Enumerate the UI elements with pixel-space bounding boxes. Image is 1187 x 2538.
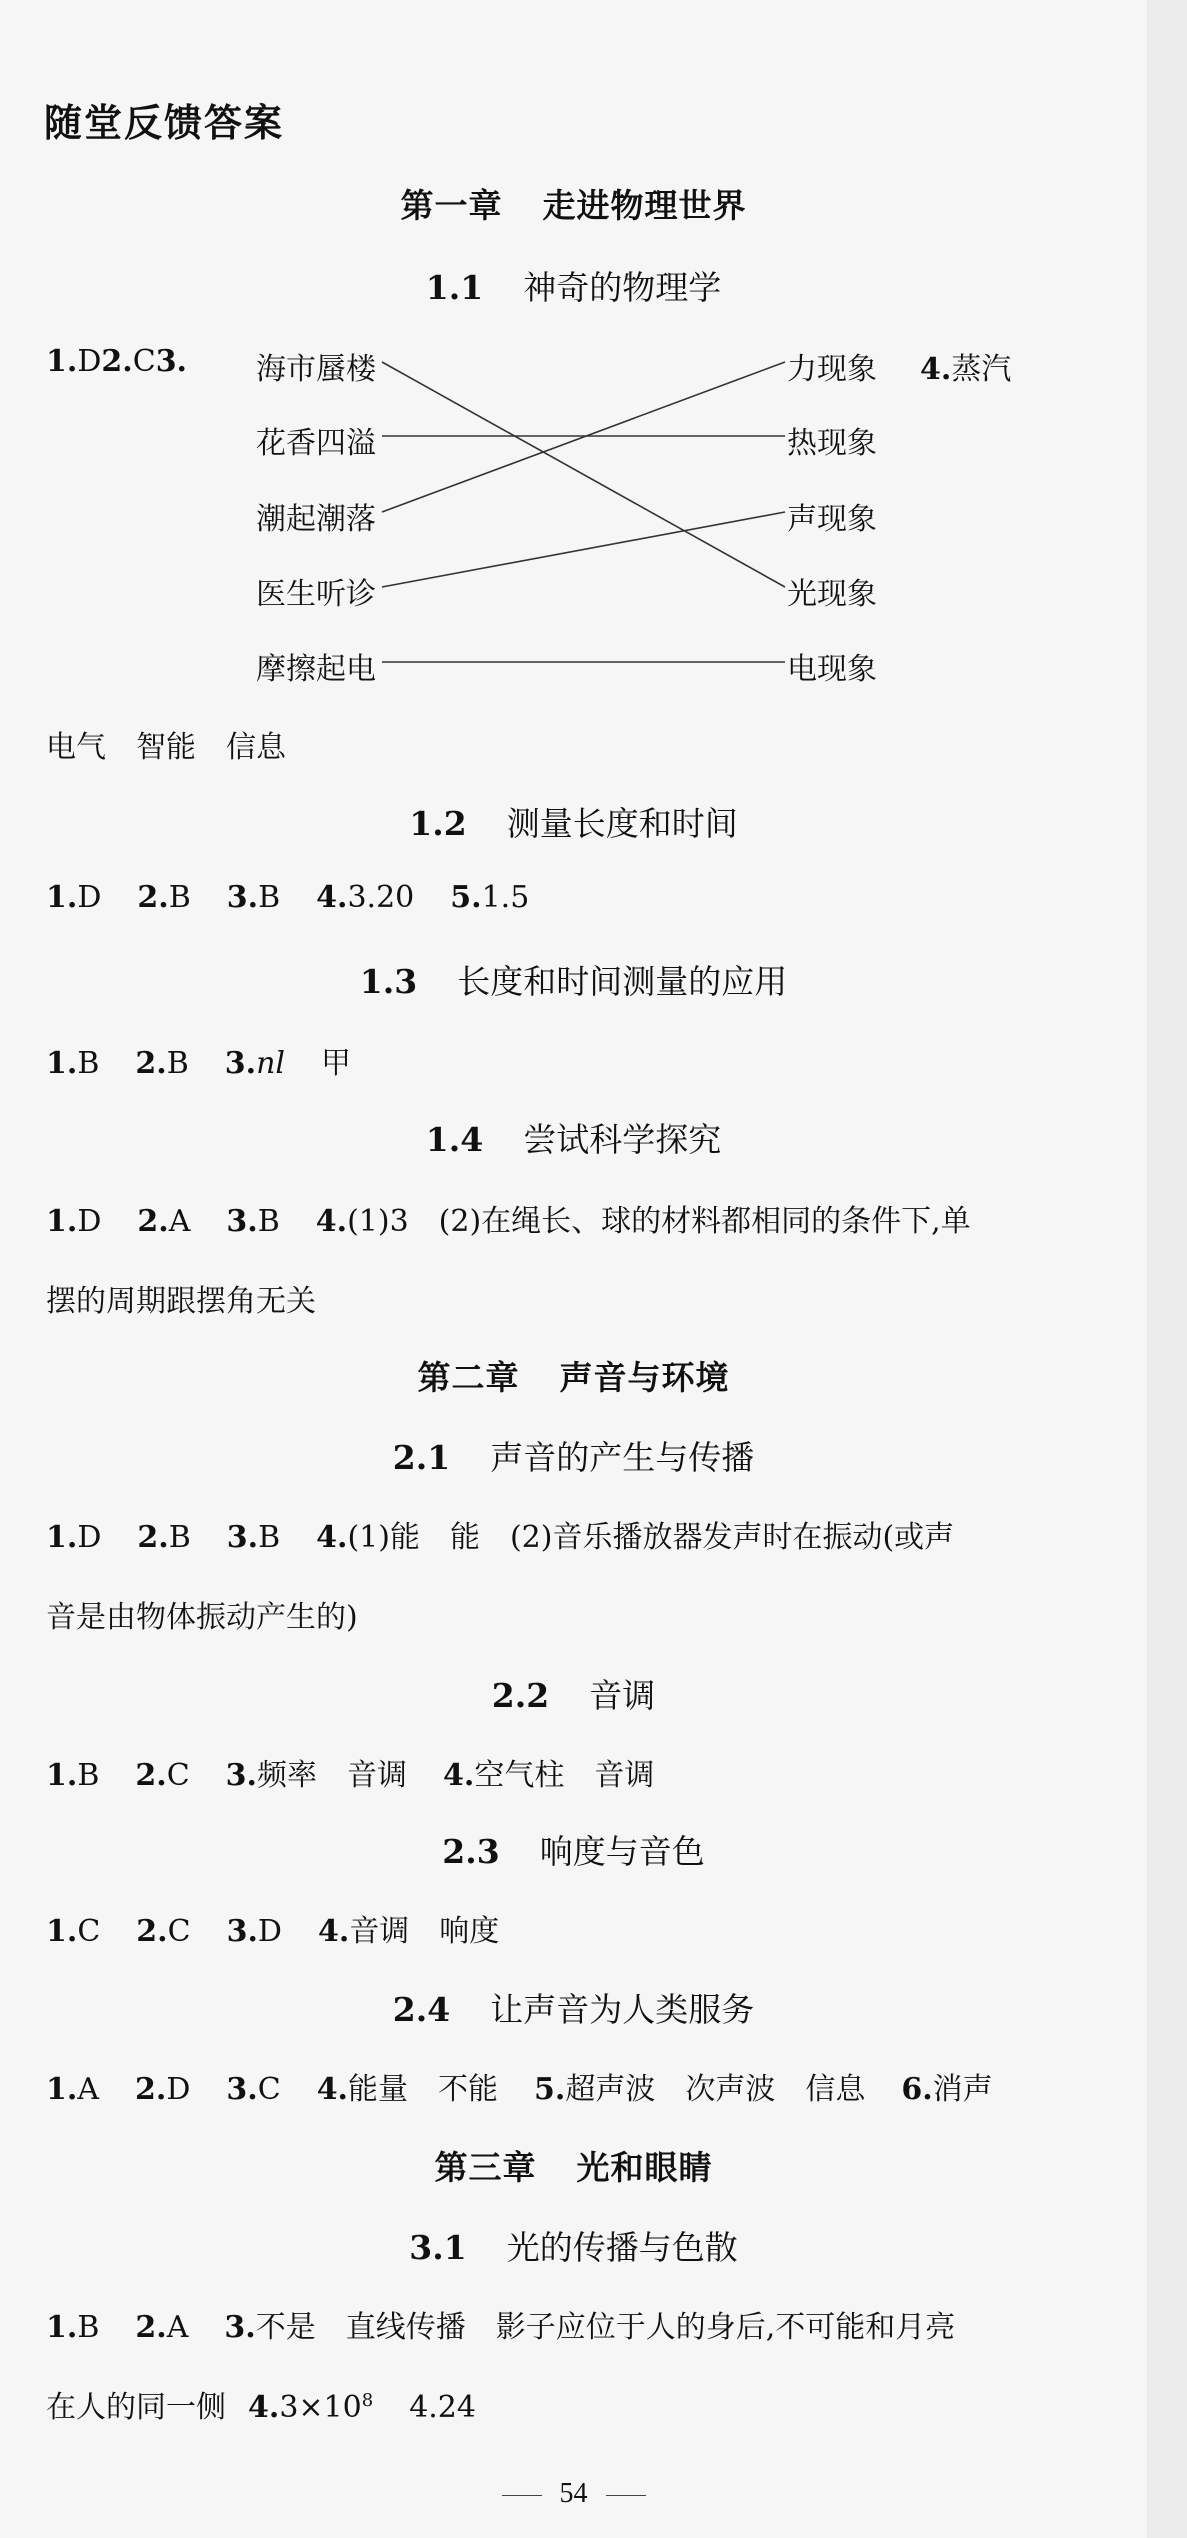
chapter-3-heading [0,2142,1147,2189]
section-number: 1.2 [409,804,467,843]
section-2-3-heading [0,1826,1147,1873]
section-number: 2.1 [392,1438,451,1477]
answer-line: 1.B 2.C 3.频率 音调 4.空气柱 音调 [46,1758,655,1793]
section-number: 1.1 [425,268,484,307]
section-name: 响度与音色 [539,1832,705,1871]
section-number: 1.3 [359,962,418,1001]
section-3-1-heading [0,2222,1147,2269]
section-name: 神奇的物理学 [523,268,722,307]
answer-line: 1.C 2.C 3.D 4.音调 响度 [46,1914,500,1949]
dash-right [606,2495,646,2496]
chapter-label: 第一章 [400,186,503,225]
section-name: 让声音为人类服务 [490,1990,755,2029]
match-line [382,362,785,587]
section-number: 2.2 [491,1676,550,1715]
q4-continued: 电气 智能 信息 [46,730,286,765]
answer-continued: 在人的同一侧 $4.3\times 10^8$ 4.24 [46,2390,476,2425]
q1-3-prefix: 1.D2.C3. [46,344,188,379]
section-number: 2.4 [392,1990,451,2029]
answer-line: 1.D 2.A 3.B 4.(1)3 (2)在绳长、球的材料都相同的条件下,单 [46,1204,971,1239]
answer-line: 1.A 2.D 3.C 4.能量 不能 5.超声波 次声波 信息 6.消声 [46,2072,993,2107]
section-name: 长度和时间测量的应用 [457,962,788,1001]
left-item: 潮起潮落 [256,502,376,537]
match-line [382,512,785,587]
chapter-2-heading [0,1352,1147,1399]
section-number: 1.4 [425,1120,484,1159]
dash-left [502,2495,542,2496]
chapter-name: 光和眼睛 [576,2148,713,2187]
right-item: 力现象 [787,352,877,387]
section-name: 尝试科学探究 [523,1120,722,1159]
right-item: 热现象 [787,426,877,461]
answer-line: 1.D 2.B 3.B 4.(1)能 能 (2)音乐播放器发声时在振动(或声 [46,1520,955,1555]
chapter-name: 走进物理世界 [542,186,747,225]
left-item: 花香四溢 [256,426,376,461]
matching-lines [0,0,1187,720]
section-name: 声音的产生与传播 [490,1438,755,1477]
answer-line: 1.D 2.B 3.B 4.3.20 5.1.5 [46,880,530,915]
section-name: 音调 [589,1676,656,1715]
section-number: 2.3 [442,1832,500,1871]
q4-answer: 4.蒸汽 [920,352,1012,387]
answer-line: 1.B 2.B 3.nl 甲 [46,1046,351,1081]
section-name: 测量长度和时间 [506,804,738,843]
chapter-name: 声音与环境 [559,1358,730,1397]
chapter-label: 第三章 [434,2148,537,2187]
section-2-4-heading [0,1984,1147,2031]
answer-continued: 音是由物体振动产生的) [46,1600,358,1635]
section-2-2-heading [0,1670,1147,1717]
left-item: 海市蜃楼 [256,352,376,387]
match-line [382,362,785,512]
section-1-3-heading [0,956,1147,1003]
right-item: 电现象 [787,652,877,687]
answer-line: 1.B 2.A 3.不是 直线传播 影子应位于人的身后,不可能和月亮 [46,2310,956,2345]
section-name: 光的传播与色散 [506,2228,738,2267]
right-item: 光现象 [787,577,877,612]
right-item: 声现象 [787,502,877,537]
section-2-1-heading [0,1432,1147,1479]
page-number: 54 [0,2478,1147,2510]
answer-continued: 摆的周期跟摆角无关 [46,1284,316,1319]
page-title: 随堂反馈答案 [44,101,285,145]
section-1-2-heading [0,798,1147,845]
left-item: 摩擦起电 [256,652,376,687]
left-item: 医生听诊 [256,577,376,612]
section-number: 3.1 [409,2228,467,2267]
chapter-label: 第二章 [417,1358,520,1397]
section-1-4-heading [0,1114,1147,1161]
